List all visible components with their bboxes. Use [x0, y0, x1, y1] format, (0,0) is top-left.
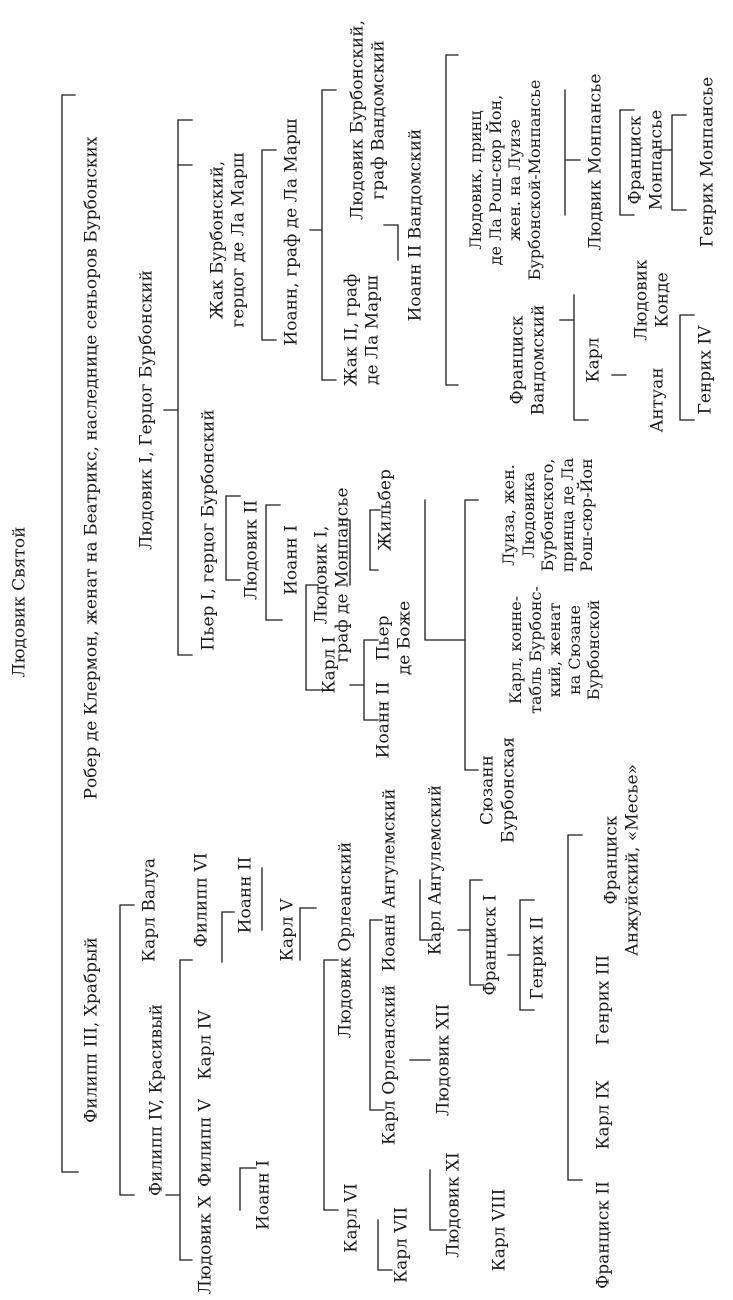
node-ioann-ii-valois: Иоанн II [235, 856, 256, 934]
node-line: Карл, конне- [506, 595, 526, 705]
node-line: Франциск [507, 315, 528, 405]
connector [446, 55, 458, 385]
node-francis-montpensier [625, 110, 666, 211]
node-philippe-iv: Филипп IV, Красивый [146, 1004, 167, 1196]
node-line: Бурбонской [584, 599, 604, 701]
node-ioann-ii-vendome: Иоанн II Вандомский [405, 128, 426, 322]
node-ludovik-ii: Людовик II [241, 499, 262, 601]
node-line: Рош-сюр-Йон [577, 458, 597, 572]
node-francis-ii: Франциск II [593, 1181, 614, 1289]
node-ludovik-xi: Людовик XI [443, 1152, 464, 1258]
node-line: кий, женат [545, 602, 565, 698]
connector [300, 908, 338, 1210]
node-jacques-bourbon [207, 152, 248, 327]
node-pierre-i: Пьер I, герцог Бурбонский [198, 409, 219, 651]
node-karl-angouleme: Карл Ангулемский [425, 784, 446, 956]
connector [120, 905, 134, 1195]
node-philippe-v: Филипп V [195, 1099, 216, 1187]
connector [384, 225, 398, 260]
node-francis-anjou [601, 764, 642, 956]
node-ludovik-i-bourbon: Людовик I, Герцог Бурбонский [136, 270, 157, 550]
connector [164, 120, 192, 655]
node-ludovik-svyatoy: Людовик Святой [9, 526, 30, 678]
node-philippe-vi: Филипп VI [191, 852, 212, 948]
node-ludovik-montpensier: Людвик Монпансье [585, 73, 606, 251]
node-line: граф Вандомский [368, 40, 388, 200]
node-karl-valois: Карл Валуа [139, 858, 160, 962]
connector [166, 960, 192, 1260]
node-karl-iv: Карл IV [195, 1010, 216, 1080]
connector [310, 90, 336, 380]
node-line: Жак Бурбонский, [207, 160, 228, 320]
node-line: де Боже [394, 600, 414, 676]
node-ludovik-prince-roche [466, 80, 544, 281]
node-line: Людовик I, [311, 525, 332, 625]
node-karl-constable [506, 586, 604, 714]
connector [226, 496, 240, 580]
node-francis-i: Франциск I [480, 894, 501, 996]
node-line: жен. на Луизе [505, 119, 524, 241]
node-line: табль Бурбонс- [525, 586, 545, 714]
node-line: Жак II, граф [341, 273, 362, 387]
node-ludovik-x: Людовик X [195, 1195, 216, 1295]
node-line: де Ла Марш [362, 275, 382, 385]
node-ludovik-orleans: Людовик Орлеанский [335, 841, 356, 1039]
node-line: Франциск [601, 815, 622, 905]
node-line: Конде [652, 272, 672, 328]
node-karl-i: Карл I [319, 636, 340, 694]
node-ioann-la-marche: Иоанн, граф де Ла Марш [281, 118, 302, 346]
node-line: Вандомский [528, 304, 548, 416]
node-karl-vi: Карл VI [341, 1183, 362, 1253]
node-rober-de-clermont: Робер де Клермон, женат на Беатрикс, наследнице сеньоров Бурбонских [81, 136, 102, 800]
node-louise [499, 458, 597, 572]
node-karl-viii: Карл VIII [489, 1188, 510, 1272]
node-line: граф де Монпансье [332, 487, 352, 663]
node-gilbert: Жильбер [375, 469, 396, 551]
node-line: принца де Ла [557, 457, 577, 573]
node-ioann-i-bourbon: Иоанн I [281, 525, 302, 595]
node-ioann-i-capet: Иоанн I [253, 1160, 274, 1230]
connector [425, 500, 478, 770]
node-line: Луиза, жен. [499, 464, 519, 566]
node-francis-vendome [507, 305, 548, 416]
node-pierre-de-beaujeu [373, 601, 414, 675]
node-line: Сюзанн [477, 755, 498, 825]
node-line: Анжуйский, «Месье» [622, 764, 642, 956]
node-karl-ix: Карл IX [593, 1080, 614, 1150]
node-suzanne-bourbon [477, 737, 518, 843]
node-henri-ii: Генрих II [527, 916, 548, 1000]
node-philippe-iii: Филипп III, Храбрый [81, 937, 102, 1123]
node-line: Бурбонская [498, 736, 518, 844]
node-line: Людовика [518, 472, 538, 558]
node-line: Людовик [631, 259, 652, 341]
node-line: Людовик Бурбонский, [347, 19, 368, 221]
node-ioann-angouleme: Иоанн Ангулемский [379, 788, 400, 972]
node-karl-v: Карл V [277, 898, 298, 962]
node-line: Бурбонского, [538, 458, 558, 572]
node-line: Франциск [625, 115, 646, 205]
connector [266, 505, 282, 620]
node-karl-orleans: Карл Орлеанский [379, 984, 400, 1146]
node-ludovik-xii: Людовик XII [433, 1003, 454, 1117]
node-line: герцог де Ла Марш [228, 152, 248, 328]
node-henri-iii: Генрих III [593, 955, 614, 1045]
node-line: де Ла Рош-сюр Йон, [485, 94, 505, 266]
node-jacques-ii [341, 274, 382, 387]
node-ludovik-i-montpensier [311, 487, 352, 662]
node-karl-vii: Карл VII [391, 1206, 412, 1284]
node-karl-vendome: Карл [583, 337, 604, 383]
node-henri-iv: Генрих IV [695, 325, 716, 415]
connector [62, 95, 78, 1172]
node-line: Монпансье [646, 109, 666, 211]
connector [568, 835, 582, 1180]
node-antoine: Антуан [647, 367, 668, 433]
node-line: Людовик, принц [465, 110, 485, 250]
node-ioann-ii-bourbon: Иоанн II [373, 681, 394, 759]
node-ludovik-conde [631, 259, 672, 340]
node-line: на Сюзане [564, 605, 584, 695]
node-line: Пьер [373, 615, 394, 661]
node-henri-montpensier: Генрих Монпансье [697, 76, 718, 248]
node-ludovik-vendome [347, 20, 388, 220]
node-line: Бурбонской-Монпансье [524, 79, 544, 281]
